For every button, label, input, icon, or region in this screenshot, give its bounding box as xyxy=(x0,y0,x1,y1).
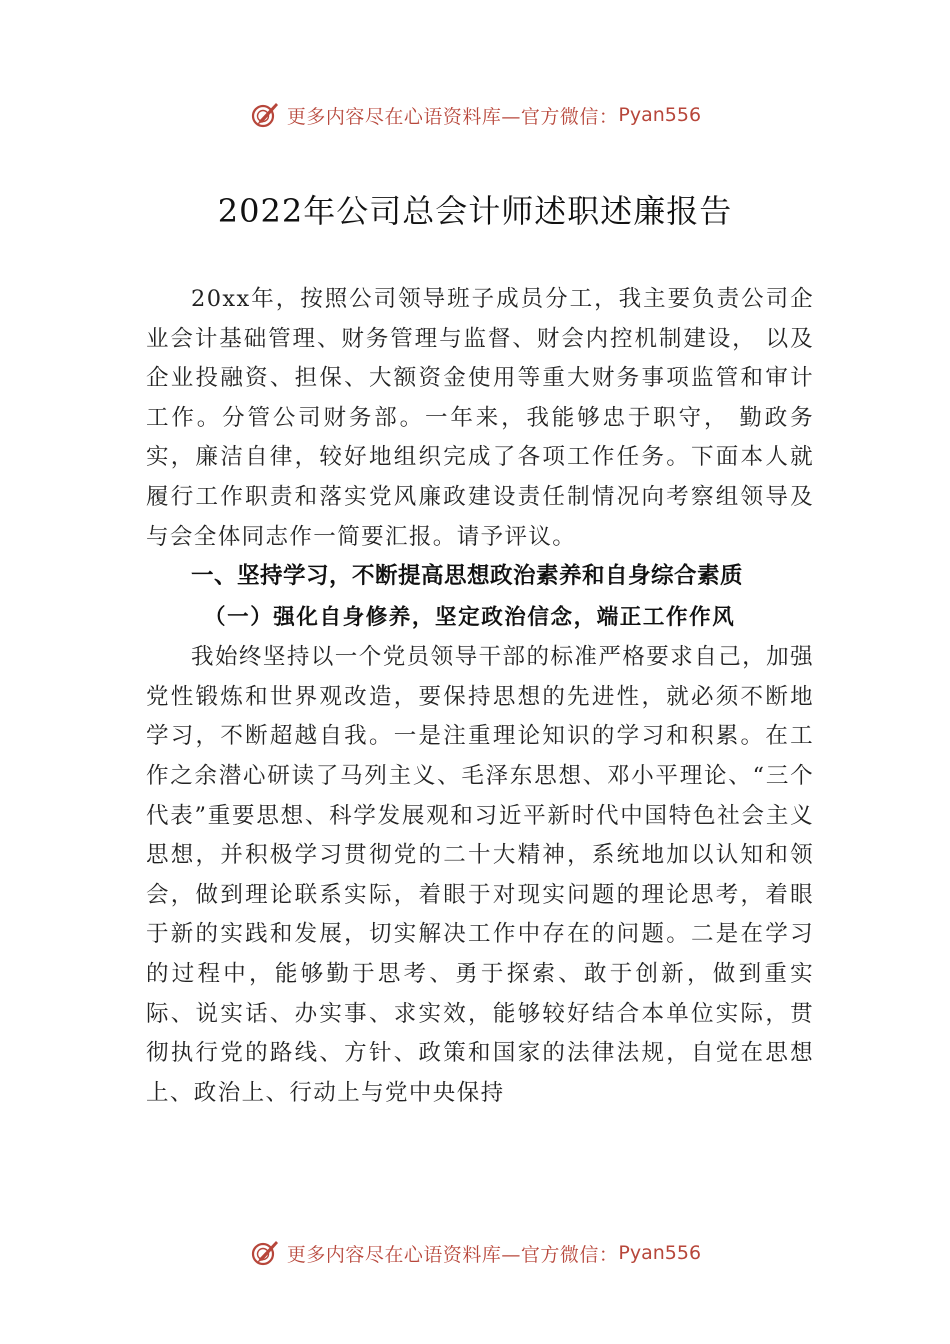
document-title: 2022年公司总会计师述职述廉报告 xyxy=(217,192,733,230)
footer-watermark xyxy=(0,1233,950,1273)
subsection-heading: （一）强化自身修养，坚定政治信念，端正工作作风 xyxy=(204,605,736,631)
quill-pen-logo-icon xyxy=(249,99,281,131)
document-body xyxy=(146,280,814,1113)
watermark-wechat-id: Pyan556 xyxy=(618,104,702,126)
watermark-promo-text: 更多内容尽在心语资料库—官方微信： xyxy=(286,105,619,128)
quill-pen-logo-icon xyxy=(249,1237,281,1269)
watermark-promo-text: 更多内容尽在心语资料库—官方微信： xyxy=(286,1243,619,1266)
body-paragraph: 我始终坚持以一个党员领导干部的标准严格要求自己，加强党性锻炼和世界观改造，要保持思想的先进性，就必须不断地学习，不断超越自我。一是注重理论知识的学习和积累。在工作之余潜心研读了马列主义、毛泽东思想、邓小平理论、“三个代表”重要思想、科学发展观和习近平新时代中国特色社会主义思想，并积极学习贯彻党的二十大精神，系统地加以认知和领会，做到理论联系实际，着眼于对现实问题的理论思考，着眼于新的实践和发展，切实解决工作中存在的问题。二是在学习的过程中，能够勤于思考、勇于探索、敢于创新，做到重实际、说实话、办实事、求实效，能够较好结合本单位实际，贯彻执行党的路线、方针、政策和国家的法律法规，自觉在思想上、政治上、行动上与党中央保持 xyxy=(146,644,814,1106)
section-heading: 一、坚持学习，不断提高思想政治素养和自身综合素质 xyxy=(191,563,744,590)
intro-paragraph: 20xx年，按照公司领导班子成员分工，我主要负责公司企业会计基础管理、财务管理与监督、财会内控机制建设， 以及企业投融资、担保、大额资金使用等重大财务事项监管和审计工作。分管公司财务部。一年来，我能够忠于职守， 勤政务实，廉洁自律，较好地组织完成了各项工作任务。下面本人就履行工作职责和落实党风廉政建设责任制情况向考察组领导及与会全体同志作一简要汇报。请予评议。 xyxy=(146,286,814,550)
watermark-wechat-id: Pyan556 xyxy=(618,1242,702,1264)
header-watermark xyxy=(0,95,950,135)
